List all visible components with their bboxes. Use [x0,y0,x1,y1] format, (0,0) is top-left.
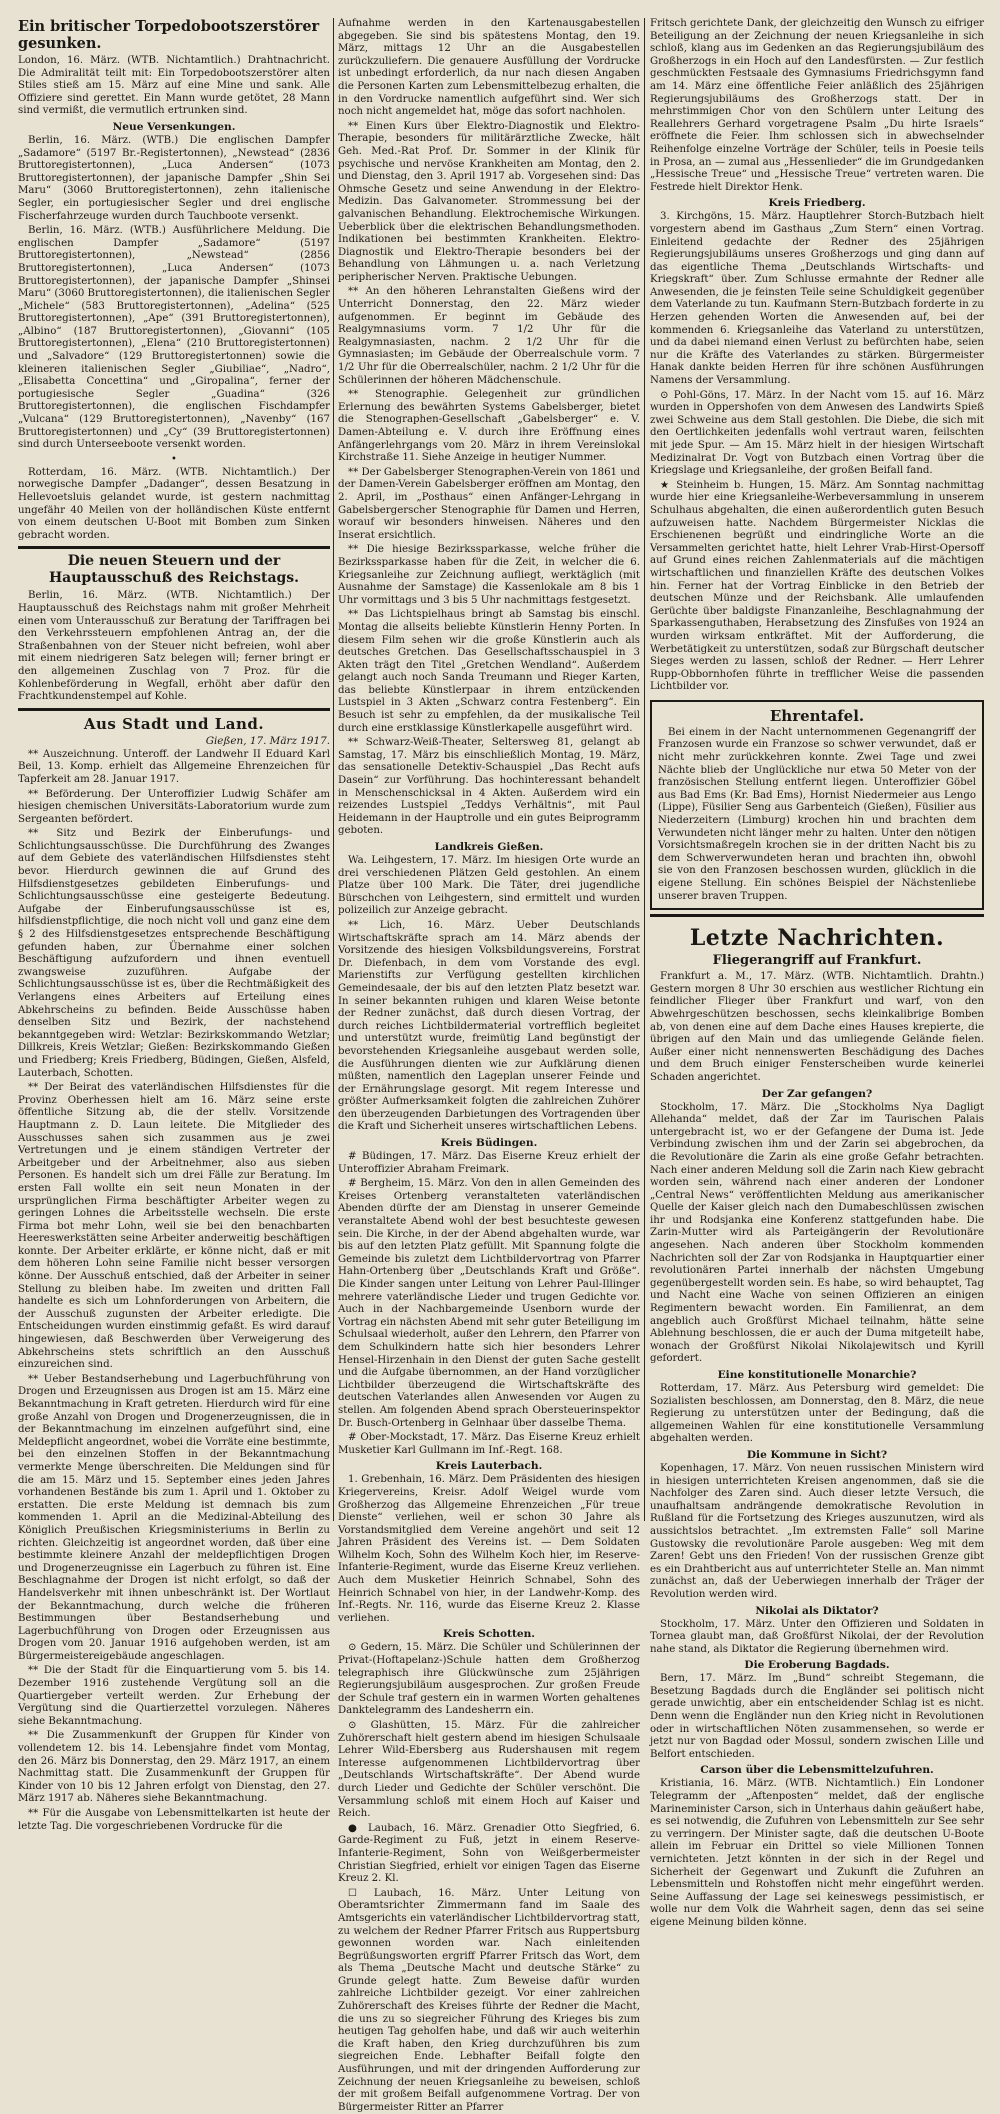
article-fritsch: Fritsch gerichtete Dank, der gleichzeitig den Wunsch zu eifriger Beteiligung an der Zeichnung der neuen Kriegsanleihe in sich schloß, klang aus im Gedenken an das Regierungsjubiläum des Großherzogs in ein Hoch auf den Landesfürsten. — Zur festlich geschmückten Festsaale des Gymnasiums Friedrichsgymn fand am 14. März eine öffentliche Feier anläßlich des 25jährigen Regierungsjubiläums des Großherzogs statt. Der in mehrstimmigen Chor von den Schülern unter Leitung des Reallehrers Gerhard vorgetragene Psalm „Du hirte Israels“ eröffnete die Feier. Ihm schlossen sich in abwechselnder Reihenfolge einzelne Vorträge der Schüler, teils in Poesie teils in Prosa, an — zumal aus „Hessenlieder“ die im Grundgedanken „Hessische Treue“ und „Hessische Treue“ vertreten waren. Die Festrede hielt Direktor Henk. [650,18,984,193]
article-beirat: ** Der Beirat des vaterländischen Hilfsdienstes für die Provinz Oberhessen hielt am 16. März seine erste öffentliche Sitzung ab, die der stellv. Vorsitzende Hauptmann z. D. Laun leitete. Die Mitglieder des Ausschusses sahen sich zusammen aus je zwei Vertretungen und je einem ständigen Vertreter der Arbeitgeber und der Arbeitnehmer, also aus sieben Personen. Es handelt sich um drei Fälle zur Beratung. Im ersten Fall wollte ein seit neun Monaten in der ursprünglichen Firma beschäftigter Arbeiter wegen zu geringen Lohnes die Arbeitsstelle wechseln. Die erste Firma bot mehr Lohn, weil sie bei den benachbarten Heereswerkstätten seine Arbeiter anderweitig beschäftigen konnte. Der Arbeiter erklärte, er könne nicht, daß er mit dem höheren Lohn seine Familie nicht besser versorgen könne. Der Ausschuß entschied, daß der Arbeiter in seiner Stellung zu bleiben habe. Im zweiten und dritten Fall handelte es sich um Lohnforderungen von Arbeitern, die der Ausschuß zugunsten der Arbeiter erledigte. Die Entscheidungen wurden einstimmig gefaßt. Es wird darauf hingewiesen, daß Beschwerden über Verweigerung des Abkehrscheins stets schriftlich an den Ausschuß einzureichen sind. [18,1082,330,1371]
rule [650,914,984,917]
headline-letzte-nachrichten: Letzte Nachrichten. [689,925,945,952]
rule [18,708,330,711]
article-gedern: ⊙ Gedern, 15. März. Die Schüler und Schülerinnen der Privat-(Hoftapelanz-)Schule hatten dem Großherzog telegraphisch ihre Glückwünsche zum 25jährigen Regierungsjubiläum ausgesprochen. Zur großen Freude der Schule traf gestern ein in warmen Worten gehaltenes Danktelegramm des Landesherrn ein. [338,1642,640,1717]
article-auszeichnung: ** Auszeichnung. Unteroff. der Landwehr II Eduard Karl Beil, 13. Komp. erhielt das Allgemeine Ehrenzeichen für Tapferkeit am 28. Januar 1917. [18,748,330,785]
article-grebenhain: 1. Grebenhain, 16. März. Dem Präsidenten des hiesigen Kriegervereins, Kreisr. Adolf Weigel wurde vom Großherzog das Allgemeine Ehrenzeichen „Für treue Dienste“ verliehen, weil er schon 30 Jahre als Vorstandsmitglied dem Vereine angehört und seit 12 Jahren Präsident des Vereins ist. — Dem Soldaten Wilhelm Koch, Sohn des Wilhelm Koch hier, im Reserve-Infanterie-Regiment, wurde das Eiserne Kreuz verliehen. Auch dem Musketier Heinrich Schnabel, Sohn des Heinrich Schnabel von hier, in der Landwehr-Komp. des Inf.-Regts. Nr. 116, wurde das Eiserne Kreuz 2. Klasse verliehen. [338,1474,640,1624]
article-kopenhagen: Kopenhagen, 17. März. Von neuen russischen Ministern wird in hiesigen unterrichteten Kreisen angenommen, daß sie die Nachfolger des Zaren sind. Auch dieser letzte Versuch, die unaufhaltsam andrängende demokratische Revolution in Rußland für die Fortsetzung des Krieges auszunutzen, wird als aussichtslos betrachtet. „Im extremsten Falle“ soll Marine Gustowsky die revolutionäre Parole ausgeben: Weg mit dem Zaren! Gebt uns den Frieden! Von der russischen Grenze gibt es ein Drahtbericht aus auf unterrichteter Stelle an. Man nimmt zunächst an, daß der Ueberwiegen innerhalb der Träger der Revolution werden wird. [650,1462,984,1600]
rule [18,546,330,549]
column-1 [18,18,330,1832]
dateline: Gießen, 17. März 1917. [205,734,330,747]
article-versenkungen-1: Berlin, 16. März. (WTB.) Die englischen Dampfer „Sadamore“ (5197 Br.-Registertonnen), „Newstead“ (2836 Bruttoregistertonnen), „Luca Andersen“ (1073 Bruttoregistertonnen), der japanische Dampfer „Shin Sei Maru“ (3060 Bruttoregistertonnen), zehn italienische Segler, ein portugiesischer Segler und drei englische Fischerfahrzeuge wurden durch Tauchboote versenkt. [18,134,330,222]
article-lichtspielhaus: ** Das Lichtspielhaus bringt ab Samstag bis einschl. Montag die allseits beliebte Künstlerin Henny Porten. In diesem Film sehen wir die große Künstlerin auch als deutsches Gretchen. Das Gesellschaftsschauspiel in 3 Akten trägt den Titel „Gretchen Wendland“. Außerdem gelangt auch noch Sanda Treumann und Rieger Karten, das beliebte Künstlerpaar in ihrem entzückenden Lustspiel in 3 Akten „Schwarz contra Festenberg“. Ein Besuch ist sehr zu empfehlen, da der musikalische Teil durch eine erstklassige Künstlerkapelle ausgeführt wird. [338,609,640,734]
column-rule [644,18,645,1521]
article-lich: ** Lich, 16. März. Ueber Deutschlands Wirtschaftskräfte sprach am 14. März abends der Vorsitzende des hiesigen Volksbildungsvereins, Forstrat Dr. Diefenbach, in dem vom Vorstande des evgl. Marienstifts zur Verfügung gestellten kirchlichen Gemeindesaale, der bis auf den letzten Platz besetzt war. In seiner bekannten ruhigen und klaren Weise betonte der Redner zunächst, daß durch diesen Vortrag, der durch reiches Lichtbildermaterial vortrefflich begleitet und unterstützt wurde, freimütig Land begünstigt der bevorstehenden Kriegsanleihe ausgebaut werden solle, die Ausführungen dienten wie zur Aufklärung dienen müßten, namentlich den Lageplan unserer Feinde und der Ernährungslage gesorgt. Mit regem Interesse und größter Aufmerksamkeit folgten die zahlreichen Zuhörer den überzeugenden Darbietungen des Vortragenden über die Kraft und Sicherheit unseres wirtschaftlichen Lebens. [338,919,640,1133]
separator-star: • [171,453,177,465]
column-3 [650,18,984,1928]
article-steinheim: ★ Steinheim b. Hungen, 15. März. Am Sonntag nachmittag wurde hier eine Kriegsanleihe-Werbeversammlung in unserem Schulhaus abgehalten, die einen außerordentlich guten Besuch aufzuweisen hatte. Nachdem Bürgermeister Nicklas die Erschienenen begrüßt und eindringliche Worte an die Versammelten gerichtet hatte, hielt Lehrer Vrab-Hirst-Opersoff auf Grund eines reichen Zahlenmaterials auf die mächtigen wirtschaftlichen und finanziellen Kräfte des deutschen Volkes hin. Ferner hat der Vortrag Einblicke in den Betrieb der deutschen Münze und der Reichsbank. Alle umlaufenden Gerüchte über baldigste Finanzanleihe, Beschlagnahmung der Sparkassenguthaben, Herabsetzung des Zinsfußes von 1924 an wurden wirksam entkräftet. Mit der Aufforderung, die Werbetätigkeit zu unterstützen, sodaß zur Bürgschaft deutscher Sieges werden zu lassen, schloß der Redner. — Herr Lehrer Rupp-Obbornhofen führte in trefflicher Weise die passenden Lichtbilder vor. [650,479,984,693]
article-lebensmittelkarten: ** Für die Ausgabe von Lebensmittelkarten ist heute der letzte Tag. Die vorgeschriebenen Vordrucke für die [18,1808,330,1832]
article-drogen: ** Ueber Bestandserhebung und Lagerbuchführung von Drogen und Erzeugnissen aus Drogen ist am 15. März eine Bekanntmachung in Kraft getreten. Hierdurch wird für eine große Anzahl von Drogen und Drogenerzeugnissen, die in der Bekanntmachung im einzelnen aufgeführt sind, eine Meldepflicht angeordnet, wobei die Vorräte eine bestimmte, bei den einzelnen Stoffen in der Bekanntmachung vermerkte Menge überschreiten. Die Meldungen sind für die am 15. März und 15. September eines jeden Jahres vorhandenen Bestände bis zum 1. April und 1. Oktober zu erstatten. Die erste Meldung ist demnach bis zum kommenden 1. April an die Medizinal-Abteilung des Königlich Preußischen Kriegsministeriums in Berlin zu richten. Gleichzeitig ist angeordnet worden, daß über eine bestimmte kleinere Anzahl der meldepflichtigen Drogen und Drogenerzeugnisse ein Lagerbuch zu führen ist. Eine Beschlagnahme der Drogen ist nicht erfolgt, so daß der Handelsverkehr mit ihnen unbeschränkt ist. Der Wortlaut der Bekanntmachung, durch welche die früheren Bestimmungen über Bestandserhebung und Lagerbuchführung von Drogen oder Erzeugnissen aus Drogen vom 20. Januar 1916 aufgehoben werden, ist am Bürgermeistereigebäude angeschlagen. [18,1373,330,1662]
subheading-kreis-buedingen: Kreis Büdingen. [440,1137,538,1150]
subheading-kreis-schotten: Kreis Schotten. [443,1628,535,1641]
headline-torpedo: Ein britischer Torpedobootszerstörer gesunken. [18,18,320,52]
column-2 [338,18,640,2113]
article-laubach-2: ☐ Laubach, 16. März. Unter Leitung von Oberamtsrichter Zimmermann fand im Saale des Amtsgerichts ein vaterländischer Lichtbildervortrag statt, zu welchem der Redner Pfarrer Fritsch aus Ruppertsburg gewonnen worden war. Nach einleitenden Begrüßungsworten ergriff Pfarrer Fritsch das Wort, dem als Thema „Deutsche Macht und deutsche Stärke“ zu Grunde gelegt hatte. Zum Beweise dafür wurden zahlreiche Lichtbilder gezeigt. Vor einer zahlreichen Zuhörerschaft des Kreises führte der Redner die Macht, die uns zu so siegreicher Führung des Krieges bis zum heutigen Tag geholfen habe, und daß wir auch weiterhin die Kraft haben, den Krieg durchzuführen bis zum siegreichen Ende. Lebhafter Beifall folgte den Ausführungen, und mit der dringenden Aufforderung zur Zeichnung der neuen Kriegsanleihe zu beweisen, schloß der mit großem Beifall aufgenommene Vortrag. Der von Bürgermeister Ritter an Pfarrer [338,1887,640,2113]
article-rotterdam: Rotterdam, 16. März. (WTB. Nichtamtlich.) Der norwegische Dampfer „Dadanger“, dessen Besatzung in Hellevoetsluis gelandet wurde, ist gestern nachmittag ungefähr 40 Meilen von der holländischen Küste entfernt von einem deutschen U-Boot mit Bomben zum Sinken gebracht worden. [18,466,330,541]
article-zusammenkunft: ** Die Zusammenkunft der Gruppen für Kinder von vollendetem 12. bis 14. Lebensjahre findet vom Montag, den 26. März bis Donnerstag, den 29. März 1917, an einem Nachmittag statt. Die Zusammenkunft der Gruppen für Kinder von 10 bis 12 Jahren erfolgt von Dienstag, den 27. März 1917 ab. Näheres siehe Bekanntmachung. [18,1730,330,1805]
subheading-diktator: Nikolai als Diktator? [755,1604,879,1617]
article-bergheim: # Bergheim, 15. März. Von den in allen Gemeinden des Kreises Ortenberg veranstalteten vaterländischen Abenden dürfte der am Dienstag in unserer Gemeinde veranstaltete Abend wohl der best besuchteste gewesen sein. Die Kirche, in der der Abend abgehalten wurde, war bis auf den letzten Platz gefüllt. Mit Spannung folgte die Gemeinde bis zuletzt dem Lichtbildervortrag von Pfarrer Hahn-Ortenberg über „Deutschlands Kraft und Größe“. Die Kinder sangen unter Leitung von Lehrer Paul-Illinger mehrere vaterländische Lieder und trugen Gedichte vor. Auch in der Nachbargemeinde Usenborn wurde der Vortrag ein nächsten Abend mit sehr guter Beteiligung im Schulsaal wiederholt, außer den Lehrern, den Pfarrer von dem Schulkindern hatte sich hier besonders Lehrer Hensel-Hirzenhain in den Dienst der guten Sache gestellt und die Aufgabe übernommen, an der Hand vorzüglicher Lichtbilder überzeugend die Wirtschaftskräfte des deutschen Vaterlandes allen Anwesenden vor Augen zu stellen. Am folgenden Abend sprach Obersteuerinspektor Dr. Busch-Ortenberg in Gelnhaar über dasselbe Thema. [338,1178,640,1429]
subheading-carson: Carson über die Lebensmittelzufuhren. [700,1764,934,1777]
article-torpedo: London, 16. März. (WTB. Nichtamtlich.) Drahtnachricht. Die Admiralität teilt mit: Ein Torpedobootszerstörer alten Stiles stieß am 15. März auf eine Mine und sank. Alle Offiziere sind gerettet. Ein Mann wurde getötet, 28 Mann sind vermißt, die vermutlich ertrunken sind. [18,55,330,117]
article-gabelsberger: ** Der Gabelsberger Stenographen-Verein von 1861 und der Damen-Verein Gabelsberger eröffnen am Montag, den 2. April, im „Posthaus“ einen Anfänger-Lehrgang in Gabelsbergerscher Stenographie für Damen und Herren, worauf wir besonders hinweisen. Näheres und den Inserat ersichtlich. [338,466,640,541]
article-frankfurt: Frankfurt a. M., 17. März. (WTB. Nichtamtlich. Drahtn.) Gestern morgen 8 Uhr 30 erschien aus westlicher Richtung ein feindlicher Flieger über Frankfurt und warf, von den Abwehrgeschützen beschossen, sechs kleinkalibrige Bomben ab, von denen eine auf dem Dache eines Hauses krepierte, die übrigen auf den Main und das umliegende Gelände fielen. Außer einer nicht nennenswerten Beschädigung des Daches und dem Bruch einiger Fensterscheiben wurde keinerlei Schaden angerichtet. [650,971,984,1083]
ehrentafel-text: Bei einem in der Nacht unternommenen Gegenangriff der Franzosen wurde ein Franzose so schwer verwundet, daß er nicht mehr zurückkehren konnte. Zwei Tage und zwei Nächte blieb der Unglückliche nur etwa 50 Meter von der französischen Stellung entfernt liegen. Unteroffizier Göbel aus Bad Ems (Kr. Bad Ems), Hornist Niedermeier aus Lengo (Lippe), Füsilier Seng aus Garbenteich (Gießen), Füsilier aus Niederzeitern (Limburg) krochen hin und brachten dem Verwundeten nicht länger mehr zu halten. Unter den nötigen Vorsichtsmaßregeln krochen sie in der dritten Nacht bis zu dem Schwerverwundeten heran und brachten ihn, obwohl sie von den Franzosen beschossen wurden, glücklich in die eigene Stellung. Ein schönes Beispiel der Nächstenliebe unserer braven Truppen. [658,726,976,902]
article-kristiania: Kristiania, 16. März. (WTB. Nichtamtlich.) Ein Londoner Telegramm der „Aftenposten“ meldet, daß der englische Marineminister Carson, sich in Unterhaus dahin geäußert habe, es sei notwendig, die Zufuhren von Lebensmitteln zur See sehr zu verringern. Der Minister sagte, daß die deutschen U-Boote allein im Februar ein Drittel so viele Millionen Tonnen vernichteten. Jetzt könnten in der sich in der Regel und Sicherheit der Gegenwart und Zukunft die Zufuhren an Lebensmitteln und Rohstoffen nicht mehr eingeführt werden. Seine Auffassung der Lage sei keineswegs pessimistisch, er wolle nur dem Volk die Wahrheit sagen, denn das sei seine eigene Meinung bilden könne. [650,1778,984,1928]
ehrentafel-box [650,700,984,910]
article-theater: ** Schwarz-Weiß-Theater, Seltersweg 81, gelangt ab Samstag, 17. März bis einschließlich Montag, 19. März, das sensationelle Detektiv-Schauspiel „Das Recht aufs Dasein“ zur Vorführung. Das hochinteressant behandelt in Menschenschicksal in 4 Akten. Außerdem wird ein reizendes Lustspiel „Teddys Verhältnis“, mit Paul Heidemann in der Hauptrolle und ein gutes Beiprogramm geboten. [338,737,640,837]
subheading-landkreis-giessen: Landkreis Gießen. [434,841,544,853]
article-glashuetten: ⊙ Glashütten, 15. März. Für die zahlreicher Zuhörerschaft hielt gestern abend im hiesigen Schulsaale Lehrer Wild-Ebersberg aus Rudershausen mit regem Interesse aufgenommenen Lichtbildervortrag über „Deutschlands Wirtschaftskräfte“. Der Abend wurde durch Lieder und Gedichte der Schüler verschönt. Die Versammlung schloß mit einem Hoch auf Kaiser und Reich. [338,1720,640,1820]
article-kirchgoens: 3. Kirchgöns, 15. März. Hauptlehrer Storch-Butzbach hielt vorgestern abend im Gasthaus „Zum Stern“ einen Vortrag. Einleitend gedachte der Redner des 25jährigen Regierungsjubiläums unseres Großherzogs und ging dann auf das eigentliche Thema „Deutschlands Wirtschafts- und Kriegskraft“ über. Zum Schlusse ermahnte der Redner alle Anwesenden, die je feinsten Teile seine Schuldigkeit gegenüber dem Vaterlande zu tun. Kaufmann Stern-Butzbach forderte in zu Herzen gehenden Worten die Anwesenden auf, bei der kommenden 6. Kriegsanleihe das Vaterland zu unterstützen, und da dabei niemand einen Verlust zu befürchten habe, seien nur die Kräfte des Vaterlandes zu stärken. Bürgermeister Hanak dankte beiden Herren für ihre schönen Ausführungen Namens der Versammlung. [650,211,984,387]
article-stenographie: ** Stenographie. Gelegenheit zur gründlichen Erlernung des bewährten Systems Gabelsberger, bietet die Stenographen-Gesellschaft „Gabelsberger“ e. V. Damen-Abteilung e. V. durch ihre Eröffnung eines Anfängerlehrgangs vom 20. März in ihrem Vereinslokal Kirchstraße 11. Siehe Anzeige in heutiger Nummer. [338,389,640,464]
subheading-versenkungen: Neue Versenkungen. [112,120,236,133]
subheading-bagdad: Die Eroberung Bagdads. [744,1659,890,1672]
article-bern: Bern, 17. März. Im „Bund“ schreibt Stegemann, die Besetzung Bagdads durch die Engländer sei politisch nicht gerade unwichtig, aber ein entscheidender Schlag ist es nicht. Denn wenn die Engländer nun den Krieg nicht in Revolutionen oder in wirtschaftlichen Nöten zusammensehen, so werde er jetzt nur von Bagdad oder Mossul, sondern zwischen Lille und Belfort entschieden. [650,1673,984,1760]
article-elektro-kurs: ** Einen Kurs über Elektro-Diagnostik und Elektro-Therapie, besonders für militärärztliche Zwecke, hält Geh. Med.-Rat Prof. Dr. Sommer in der Klinik für psychische und nervöse Krankheiten am Montag, den 2. und Dienstag, den 3. April 1917 ab. Vorgesehen sind: Das Ohmsche Gesetz und seine Anwendung in der Elektro-Medizin. Das Galvanometer. Strommessung bei der galvanischen Behandlung. Elektrochemische Wirkungen. Ueberblick über die elektrischen Behandlungsmethoden. Indikationen bei bestimmten Krankheiten. Elektro-Diagnostik und Elektro-Therapie besonders bei der Behandlung von Lähmungen u. a. nach Verletzung peripherischer Nerven. Praktische Uebungen. [338,120,640,283]
article-pohl-goens: ⊙ Pohl-Göns, 17. März. In der Nacht vom 15. auf 16. März wurden in Oppershofen von dem Anwesen des Landwirts Spieß zwei Schweine aus dem Stall gestohlen. Die Diebe, die sich mit den Oertlichkeiten jedenfalls wohl vertraut waren, feilschten mit jede Spur. — Am 15. März hielt in der hiesigen Wirtschaft Medizinalrat Dr. Vogt von Butzbach einen Vortrag über die Kriegslage und Kriegsanleihe, der großen Beifall fand. [650,389,984,477]
article-continuation: Aufnahme werden in den Kartenausgabestellen abgegeben. Sie sind bis spätestens Montag, den 19. März, mittags 12 Uhr an die Ausgabestellen zurückzuliefern. Die genauere Ausfüllung der Vordrucke ist unbedingt erforderlich, da nur nach diesen Angaben die Personen Karten zum Lebensmittelbezug erhalten, die in den Vordrucke namentlich aufgeführt sind. Wer sich noch nicht angemeldet hat, möge das sofort nachholen. [338,18,640,118]
section-stadt-und-land: Aus Stadt und Land. [83,714,265,733]
subheading-kreis-friedberg: Kreis Friedberg. [768,197,866,210]
article-ober-mockstadt: # Ober-Mockstadt, 17. März. Das Eiserne Kreuz erhielt Musketier Karl Gullmann im Inf.-Regt. 168. [338,1432,640,1456]
article-lehranstalten: ** An den höheren Lehranstalten Gießens wird der Unterricht Donnerstag, den 22. März wieder aufgenommen. Er beginnt im Gebäude des Realgymnasiums vorm. 7 1/2 Uhr für die Realgymnasiasten, nachm. 2 1/2 Uhr für die Gymnasiasten; im Gebäude der Oberrealschule vorm. 7 1/2 Uhr für die Oberrealschüler, nachm. 2 1/2 Uhr für die Schülerinnen der höheren Mädchenschule. [338,286,640,386]
ehrentafel-title: Ehrentafel. [769,706,865,725]
headline-steuern: Die neuen Steuern und der Hauptausschuß des Reichstags. [48,553,300,587]
subheadline-fliegerangriff: Fliegerangriff auf Frankfurt. [712,953,922,969]
article-stockholm-1: Stockholm, 17. März. Die „Stockholms Nya Dagligt Allehanda“ meldet, daß der Zar im Taurischen Palais untergebracht ist, wo er der Gefangene der Duma ist. Jede Verbindung zwischen ihm und der Zarin sei abgebrochen, da die Revolutionäre die Zarin als eine große Gefahr betrachten. Nach einer anderen Meldung soll die Zarin nach Kiew gebracht worden sein, während nach einer anderen der Londoner „Central News“ veröffentlichten Meldung aus amerikanischer Quelle der Kaiser gleich nach den Dumabeschlüssen zwischen ihr und Rodsjanka eine Konferenz stattgefunden habe. Die Zarin-Mutter wird als Parteigängerin der Revolutionäre angesehen. Nach anderen über Stockholm kommenden Nachrichten soll der Zar von Rodsjanka in Hauptquartier einer revolutionären Partei innerhalb der nächsten Umgebung gegenübergestellt worden sein. Es habe, so wird behauptet, Tag und Nacht eine Wache von seinen Offizieren an einigen Regimentern bewacht worden. Ein Familienrat, an dem angeblich auch Großfürst Michael teilnahm, hätte seine Ablehnung beschlossen, die er auch der Duma mitgeteilt habe, wonach der Großfürst Nikolai Nikolajewitsch und Kyrill gefordert. [650,1101,984,1365]
article-rotterdam-2: Rotterdam, 17. März. Aus Petersburg wird gemeldet: Die Sozialisten beschlossen, am Donnerstag, den 8. März, die neue Regierung zu unterstützen unter der Bedingung, daß die allgemeinen Wahlen für eine konstitutionelle Versammlung abgehalten werden. [650,1383,984,1445]
article-leihgestern: Wa. Leihgestern, 17. März. Im hiesigen Orte wurde an drei verschiedenen Plätzen Geld gestohlen. An einem Platze über 100 Mark. Die Täter, drei jugendliche Bürschchen von Leihgestern, sind ermittelt und wurden polizeilich zur Anzeige gebracht. [338,855,640,917]
article-sitz-bezirk: ** Sitz und Bezirk der Einberufungs- und Schlichtungsausschüsse. Die Durchführung des Zwanges auf dem Gebiete des vaterländischen Hilfsdienstes steht bevor. Hierdurch gewinnen die auf Grund des Hilfsdienstgesetzes gebildeten Einberufungs- und Schlichtungsausschüsse eine gesteigerte Bedeutung. Aufgabe der Einberufungsausschüsse ist es, hilfsdienstpflichtige, die noch nicht voll und ganz eine dem § 2 des Hilfsdienstgesetzes entsprechende Beschäftigung gefunden haben, zur Übernahme einer solchen Beschäftigung aufzufordern und ihnen eventuell zwangsweise zuzuführen. Aufgabe der Schlichtungsausschüsse ist es, über die Rechtmäßigkeit des Verlangens eines Arbeiters auf Erteilung eines Abkehrscheins zu befinden. Beide Ausschüsse haben denselben Sitz und Bezirk, der nachstehend bekanntgegeben wird: Wetzlar: Bezirkskommando Wetzlar; Dillkreis, Kreis Wetzlar; Gießen: Bezirkskommando Gießen und Friedberg; Kreis Friedberg, Büdingen, Gießen, Alsfeld, Lauterbach, Schotten. [18,828,330,1079]
subheading-zar: Der Zar gefangen? [761,1087,873,1100]
column-rule [333,18,334,1521]
subheading-monarchie: Eine konstitutionelle Monarchie? [717,1369,917,1381]
article-stockholm-2: Stockholm, 17. März. Unter den Offizieren und Soldaten in Tornea glaubt man, daß Großfürst Nikolai, der der Revolution nahe stand, als Diktator die Regierung übernehmen wird. [650,1618,984,1655]
article-einquartierung: ** Die der Stadt für die Einquartierung vom 5. bis 14. Dezember 1916 zustehende Vergütung soll an die Quartiergeber verteilt werden. Zur Erhebung der Vergütung sind die Quartierzettel vorzulegen. Näheres siehe Bekanntmachung. [18,1665,330,1727]
article-laubach-1: ● Laubach, 16. März. Grenadier Otto Siegfried, 6. Garde-Regiment zu Fuß, jetzt in einem Reserve-Infanterie-Regiment, Sohn von Weißgerbermeister Christian Siegfried, erhielt vor einigen Tagen das Eiserne Kreuz 2. Kl. [338,1822,640,1885]
subheading-kreis-lauterbach: Kreis Lauterbach. [435,1460,543,1473]
subheading-kommune: Die Kommune in Sicht? [746,1448,888,1461]
article-versenkungen-2: Berlin, 16. März. (WTB.) Ausführlichere Meldung. Die englischen Dampfer „Sadamore“ (5197 Bruttoregistertonnen), „Newstead“ (2856 Bruttoregistertonnen), „Luca Andersen“ (1073 Bruttoregistertonnen), der japanische Dampfer „Shinsei Maru“ (3060 Bruttoregistertonnen), die italienischen Segler „Michele“ (583 Bruttoregistertonnen), „Adelina“ (525 Bruttoregistertonnen), „Ape“ (391 Bruttoregistertonnen), „Albino“ (187 Bruttoregistertonnen), „Giovanni“ (105 Bruttoregistertonnen), „Elena“ (210 Bruttoregistertonnen) und „Salvadore“ (129 Bruttoregistertonnen) sowie die kleineren italienischen Segler „Giubiliae“, „Nadro“, „Elisabetta Concettina“ und „Giropalina“, ferner der portugiesische Segler „Guadina“ (326 Bruttoregistertonnen), die englischen Fischdampfer „Vulcana“ (129 Bruttoregistertonnen), „Navenby“ (167 Bruttoregistertonnen) und „Cy“ (39 Bruttoregistertonnen) sind durch Unterseeboote versenkt worden. [18,225,330,451]
article-sparkasse: ** Die hiesige Bezirkssparkasse, welche früher die Bezirkssparkasse haben für die Zeit, in welcher die 6. Kriegsanleihe zur Zeichnung aufliegt, werktäglich (mit Ausnahme der Samstage) die Kassenlokale am 8 bis 1 Uhr vormittags und 3 bis 5 Uhr nachmittags festgesetzt. [338,544,640,606]
article-befoerderung: ** Beförderung. Der Unteroffizier Ludwig Schäfer am hiesigen chemischen Universitäts-Laboratorium wurde zum Sergeanten befördert. [18,788,330,825]
article-steuern: Berlin, 16. März. (WTB. Nichtamtlich.) Der Hauptausschuß des Reichstags nahm mit großer Mehrheit einen vom Unterausschuß zur Beratung der Tariffragen bei den Verkehrssteuern empfohlenen Antrag an, der die Straßenbahnen von der Steuer nicht befreien, wohl aber mit einem niedrigeren Satz belegen will; ferner bringt er den allgemeinen Zuschlag von 7 Proz. für die Kohlenbeförderung in Wegfall, erhöht aber dafür den Frachtkundenstempel auf Kohle. [18,590,330,703]
article-buedingen: # Büdingen, 17. März. Das Eiserne Kreuz erhielt der Unteroffizier Abraham Freimark. [338,1151,640,1175]
